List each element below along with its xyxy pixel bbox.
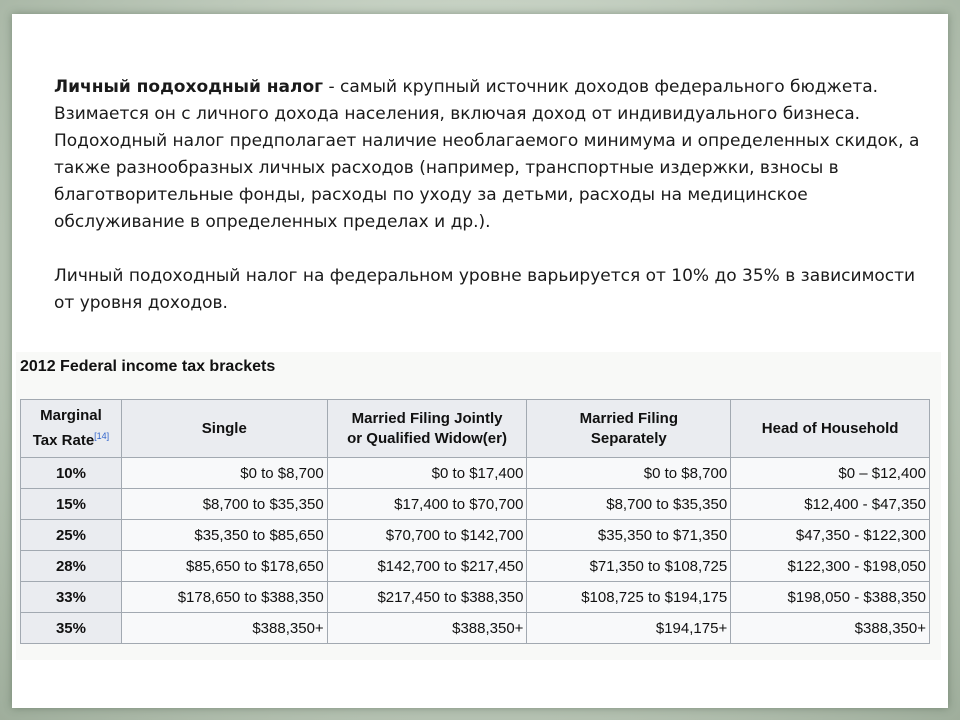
table-caption: 2012 Federal income tax brackets <box>20 358 276 375</box>
cell-rate: 33% <box>21 582 122 613</box>
table-header-row <box>21 400 930 458</box>
cell-rate: 28% <box>21 551 122 582</box>
table-row <box>21 520 930 551</box>
tax-brackets-table <box>20 399 930 644</box>
cell-single: $85,650 to $178,650 <box>121 551 327 582</box>
cell-joint: $217,450 to $388,350 <box>327 582 527 613</box>
cell-joint: $17,400 to $70,700 <box>327 489 527 520</box>
cell-head: $0 – $12,400 <box>731 458 930 489</box>
header-separate-line2: Separately <box>590 429 667 447</box>
cell-separate: $8,700 to $35,350 <box>527 489 731 520</box>
header-single: Single <box>121 400 327 458</box>
cell-single: $388,350+ <box>121 613 327 644</box>
header-joint-line1: Married Filing Jointly <box>351 409 503 427</box>
table-row <box>21 582 930 613</box>
text-block <box>54 74 934 317</box>
cell-joint: $70,700 to $142,700 <box>327 520 527 551</box>
header-rate-line2: Tax Rate <box>32 432 95 449</box>
cell-separate: $35,350 to $71,350 <box>527 520 731 551</box>
term-bold: Личный подоходный налог <box>54 77 324 97</box>
cell-rate: 25% <box>21 520 122 551</box>
header-head-of-household: Head of Household <box>731 400 930 458</box>
header-marginal-rate <box>21 400 122 458</box>
cell-single: $178,650 to $388,350 <box>121 582 327 613</box>
slide-card <box>12 14 948 708</box>
cell-rate: 10% <box>21 458 122 489</box>
cell-rate: 15% <box>21 489 122 520</box>
table-row <box>21 489 930 520</box>
cell-single: $8,700 to $35,350 <box>121 489 327 520</box>
paragraph-intro-text: - самый крупный источник доходов федерального бюджета. Взимается он с личного дохода населения, включая доход от индивидуального бизнеса. Подоходный налог предполагает наличие необлагаемого минимума и определенных скидок, а также разнообразных личных расходов (например, транспортные издержки, взносы в благотворительные фонды, расходы по уходу за детьми, расходы на медицинское обслуживание в определенных пределах и др.). <box>54 77 920 232</box>
cell-joint: $142,700 to $217,450 <box>327 551 527 582</box>
reference-link[interactable]: [14] <box>94 431 110 441</box>
cell-head: $12,400 - $47,350 <box>731 489 930 520</box>
cell-rate: 35% <box>21 613 122 644</box>
header-separate-line1: Married Filing <box>579 409 678 427</box>
header-rate-line1: Marginal <box>40 407 102 424</box>
cell-joint: $388,350+ <box>327 613 527 644</box>
cell-separate: $108,725 to $194,175 <box>527 582 731 613</box>
paragraph-range: Личный подоходный налог на федеральном уровне варьируется от 10% до 35% в зависимости от уровня доходов. <box>54 266 916 313</box>
tax-table-area <box>16 352 941 660</box>
cell-separate: $194,175+ <box>527 613 731 644</box>
paragraph-intro <box>54 74 934 236</box>
cell-head: $47,350 - $122,300 <box>731 520 930 551</box>
cell-separate: $0 to $8,700 <box>527 458 731 489</box>
cell-single: $0 to $8,700 <box>121 458 327 489</box>
cell-head: $388,350+ <box>731 613 930 644</box>
cell-joint: $0 to $17,400 <box>327 458 527 489</box>
cell-single: $35,350 to $85,650 <box>121 520 327 551</box>
header-married-separately <box>527 400 731 458</box>
table-row <box>21 551 930 582</box>
table-row <box>21 613 930 644</box>
table-row <box>21 458 930 489</box>
cell-separate: $71,350 to $108,725 <box>527 551 731 582</box>
header-joint-line2: or Qualified Widow(er) <box>347 429 507 447</box>
cell-head: $198,050 - $388,350 <box>731 582 930 613</box>
cell-head: $122,300 - $198,050 <box>731 551 930 582</box>
header-married-jointly <box>327 400 527 458</box>
